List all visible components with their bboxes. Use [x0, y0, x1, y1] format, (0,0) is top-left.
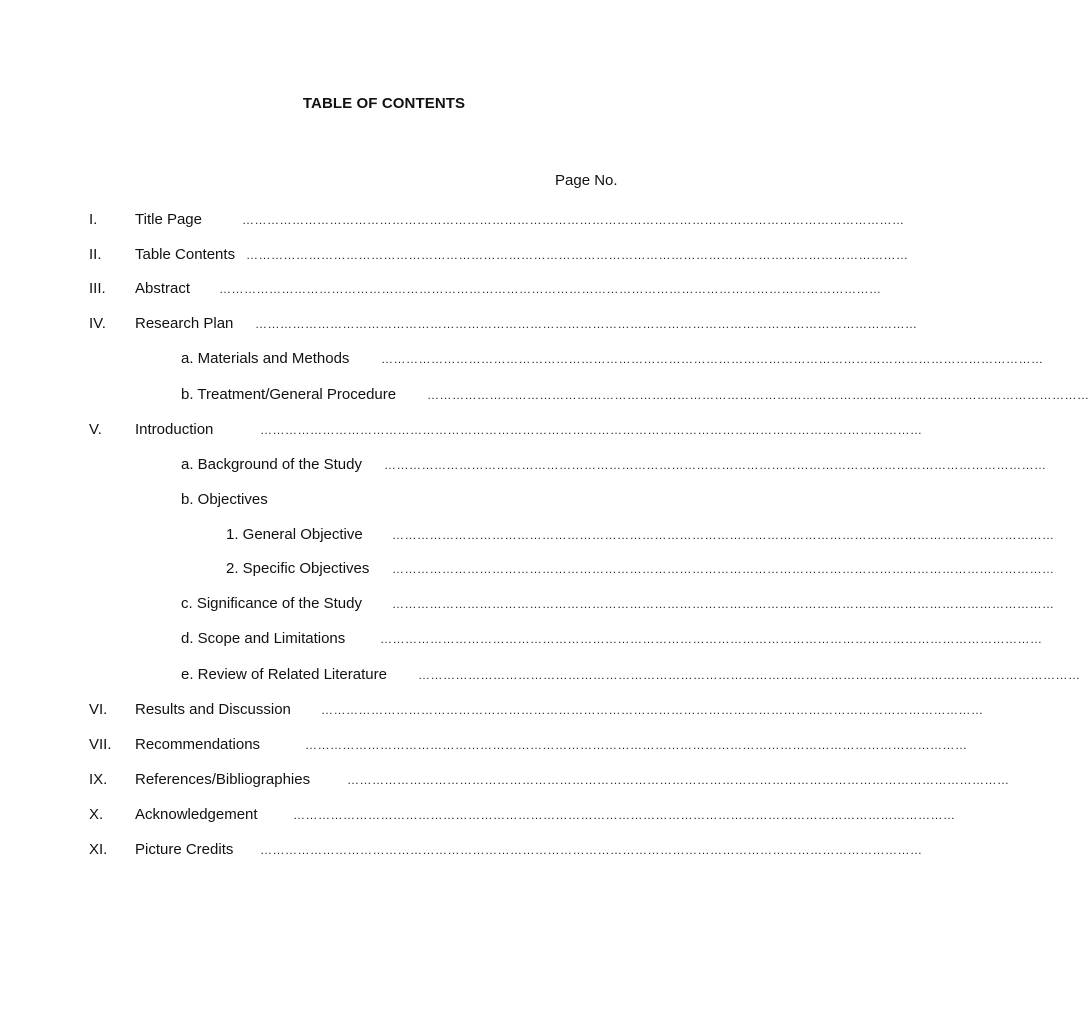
- toc-numeral: IX.: [89, 771, 108, 788]
- dot-leader: ……………………………………………………………………………………………………………………………………………: [427, 388, 1090, 402]
- toc-entry: [0, 210, 905, 230]
- toc-label: Acknowledgement: [135, 806, 258, 823]
- toc-numeral: V.: [89, 421, 102, 438]
- toc-entry: [0, 805, 956, 825]
- dot-leader: ……………………………………………………………………………………………………………………………………………: [418, 668, 1081, 682]
- toc-label: Title Page: [135, 211, 202, 228]
- toc-label: c. Significance of the Study: [181, 595, 362, 612]
- toc-entry: [0, 314, 918, 334]
- dot-leader: ……………………………………………………………………………………………………………………………………………: [347, 773, 1010, 787]
- dot-leader: ……………………………………………………………………………………………………………………………………………: [305, 738, 968, 752]
- toc-numeral: IV.: [89, 315, 106, 332]
- dot-leader: ……………………………………………………………………………………………………………………………………………: [381, 352, 1044, 366]
- toc-label: References/Bibliographies: [135, 771, 311, 788]
- toc-label: 1. General Objective: [226, 526, 363, 543]
- toc-label: Recommendations: [135, 736, 261, 753]
- toc-numeral: VI.: [89, 701, 108, 718]
- toc-label: b. Objectives: [181, 491, 268, 508]
- toc-label: a. Materials and Methods: [181, 350, 350, 367]
- toc-entry: [0, 559, 1055, 579]
- toc-entry: [0, 420, 923, 440]
- dot-leader: ……………………………………………………………………………………………………………………………………………: [246, 248, 909, 262]
- dot-leader: ……………………………………………………………………………………………………………………………………………: [380, 632, 1043, 646]
- dot-leader: ……………………………………………………………………………………………………………………………………………: [321, 703, 984, 717]
- toc-label: a. Background of the Study: [181, 456, 362, 473]
- toc-entry: [0, 279, 882, 299]
- toc-label: Picture Credits: [135, 841, 234, 858]
- toc-label: 2. Specific Objectives: [226, 560, 370, 577]
- dot-leader: ……………………………………………………………………………………………………………………………………………: [392, 597, 1055, 611]
- dot-leader: ……………………………………………………………………………………………………………………………………………: [293, 808, 956, 822]
- dot-leader: ……………………………………………………………………………………………………………………………………………: [392, 528, 1055, 542]
- page-title: TABLE OF CONTENTS: [302, 95, 466, 112]
- toc-entry: [0, 700, 984, 720]
- toc-label: Introduction: [135, 421, 214, 438]
- page-number-header: Page No.: [555, 172, 618, 189]
- toc-label: d. Scope and Limitations: [181, 630, 346, 647]
- toc-numeral: X.: [89, 806, 104, 823]
- toc-label: Results and Discussion: [135, 701, 291, 718]
- toc-numeral: II.: [89, 246, 102, 263]
- toc-entry: [0, 735, 968, 755]
- toc-entry: [0, 525, 1055, 545]
- toc-entry: [0, 455, 1047, 475]
- toc-label: Abstract: [135, 280, 191, 297]
- toc-numeral: I.: [89, 211, 98, 228]
- toc-entry: [0, 665, 1081, 685]
- toc-label: Table Contents: [135, 246, 236, 263]
- toc-numeral: VII.: [89, 736, 112, 753]
- toc-entry: [0, 594, 1055, 614]
- dot-leader: ……………………………………………………………………………………………………………………………………………: [255, 317, 918, 331]
- toc-label: b. Treatment/General Procedure: [181, 386, 397, 403]
- toc-numeral: III.: [89, 280, 106, 297]
- dot-leader: ……………………………………………………………………………………………………………………………………………: [392, 562, 1055, 576]
- toc-entry: [0, 349, 1044, 369]
- toc-entry: [0, 490, 768, 510]
- toc-entry: [0, 385, 1090, 405]
- toc-label: e. Review of Related Literature: [181, 666, 387, 683]
- dot-leader: ……………………………………………………………………………………………………………………………………………: [384, 458, 1047, 472]
- dot-leader: ……………………………………………………………………………………………………………………………………………: [219, 282, 882, 296]
- dot-leader: ……………………………………………………………………………………………………………………………………………: [242, 213, 905, 227]
- dot-leader: ……………………………………………………………………………………………………………………………………………: [260, 423, 923, 437]
- toc-label: Research Plan: [135, 315, 234, 332]
- toc-numeral: XI.: [89, 841, 108, 858]
- toc-entry: [0, 629, 1043, 649]
- toc-entry: [0, 770, 1010, 790]
- dot-leader: ……………………………………………………………………………………………………………………………………………: [260, 843, 923, 857]
- toc-entry: [0, 840, 923, 860]
- toc-entry: [0, 245, 909, 265]
